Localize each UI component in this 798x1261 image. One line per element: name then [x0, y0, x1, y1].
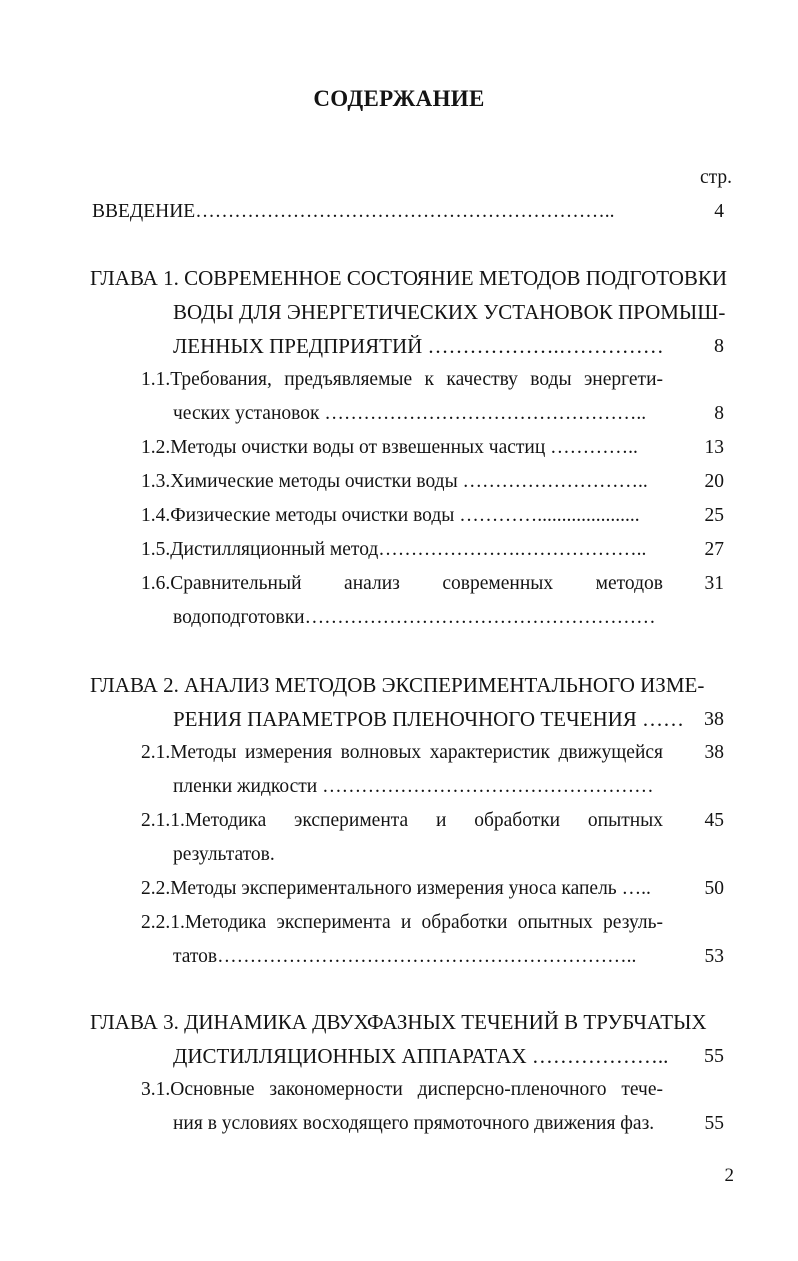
toc-section-2-1-1-line-2: результатов.	[173, 844, 275, 865]
toc-chapter-2-page: 38	[704, 708, 724, 730]
toc-section-2-2-1-line-2: татов………………………………………………………..	[173, 946, 637, 967]
toc-section-1-6-page: 31	[704, 573, 724, 594]
toc-section-3-1-page: 55	[704, 1113, 724, 1134]
toc-section-3-1-line-2: ния в условиях восходящего прямоточного движения фаз.	[173, 1113, 655, 1134]
toc-chapter-2-line-1: ГЛАВА 2. АНАЛИЗ МЕТОДОВ ЭКСПЕРИМЕНТАЛЬНОГО ИЗМЕ-	[90, 673, 705, 697]
toc-section-2-1-page: 38	[704, 742, 724, 763]
toc-section-1-5-page: 27	[704, 539, 724, 560]
toc-section-3-1-line-1: 3.1.Основные закономерности дисперсно-пленочного тече-	[141, 1079, 663, 1100]
toc-section-1-6-line-1: 1.6.Сравнительный анализ современных методов	[141, 573, 663, 594]
toc-chapter-1-line-1: ГЛАВА 1. СОВРЕМЕННОЕ СОСТОЯНИЕ МЕТОДОВ ПОДГОТОВКИ	[90, 266, 728, 290]
toc-section-2-2-1-page: 53	[704, 946, 724, 967]
toc-intro-page: 4	[714, 201, 724, 222]
toc-section-2-1-1-line-1: 2.1.1.Методика эксперимента и обработки опытных	[141, 810, 663, 831]
toc-section-2-1-line-1: 2.1.Методы измерения волновых характеристик движущейся	[141, 742, 663, 763]
toc-section-2-2-page: 50	[704, 878, 724, 899]
toc-section-1-6-line-2: водоподготовки………………………………………………	[173, 607, 656, 628]
toc-chapter-1-line-2: ВОДЫ ДЛЯ ЭНЕРГЕТИЧЕСКИХ УСТАНОВОК ПРОМЫШ-	[173, 300, 726, 324]
toc-section-1-2-page: 13	[704, 437, 724, 458]
toc-chapter-3-line-1: ГЛАВА 3. ДИНАМИКА ДВУХФАЗНЫХ ТЕЧЕНИЙ В ТРУБЧАТЫХ	[90, 1010, 707, 1034]
toc-chapter-3-line-2: ДИСТИЛЛЯЦИОННЫХ АППАРАТАХ ………………..	[173, 1044, 669, 1068]
toc-section-1-5: 1.5.Дистилляционный метод………………….………………..	[141, 539, 647, 560]
page-number: 2	[724, 1165, 734, 1186]
toc-chapter-1-line-3: ЛЕННЫХ ПРЕДПРИЯТИЙ ……………….……………	[173, 334, 664, 358]
toc-section-2-2: 2.2.Методы экспериментального измерения уноса капель …..	[141, 878, 651, 899]
page-title: СОДЕРЖАНИЕ	[313, 86, 485, 111]
page-column-label: стр.	[699, 167, 732, 188]
toc-section-2-2-1-line-1: 2.2.1.Методика эксперимента и обработки опытных резуль-	[141, 912, 663, 933]
toc-section-1-4-page: 25	[704, 505, 724, 526]
toc-section-1-1-line-1: 1.1.Требования, предъявляемые к качеству воды энергети-	[141, 369, 663, 390]
toc-section-1-3: 1.3.Химические методы очистки воды ………………………..	[141, 471, 648, 492]
toc-section-1-3-page: 20	[704, 471, 724, 492]
toc-chapter-2-line-2: РЕНИЯ ПАРАМЕТРОВ ПЛЕНОЧНОГО ТЕЧЕНИЯ ……	[173, 707, 685, 731]
toc-chapter-1-page: 8	[714, 335, 724, 357]
toc-section-1-4: 1.4.Физические методы очистки воды ………….....................	[141, 505, 640, 526]
toc-section-1-2: 1.2.Методы очистки воды от взвешенных частиц …………..	[141, 437, 638, 458]
toc-chapter-3-page: 55	[704, 1045, 724, 1067]
toc-section-2-1-line-2: пленки жидкости ……………………………………………	[173, 776, 654, 797]
toc-section-1-1-page: 8	[714, 403, 724, 424]
toc-intro: ВВЕДЕНИЕ………………………………………………………..	[92, 201, 615, 222]
toc-section-2-1-1-page: 45	[704, 810, 724, 831]
toc-section-1-1-line-2: ческих установок …………………………………………..	[173, 403, 647, 424]
